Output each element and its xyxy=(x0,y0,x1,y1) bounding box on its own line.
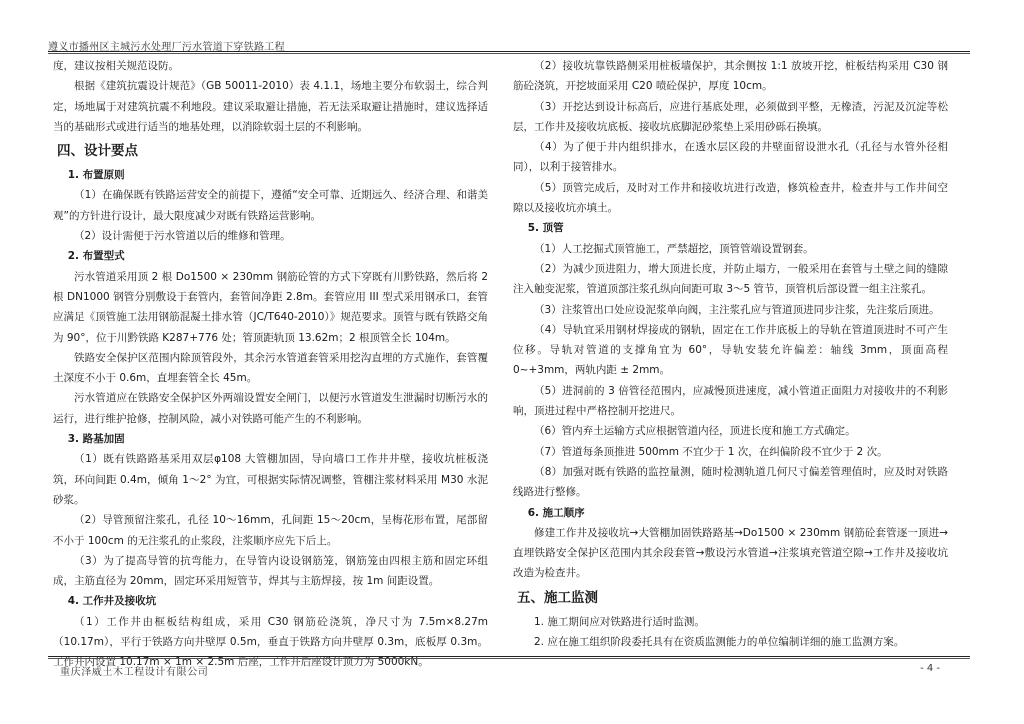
paragraph: （2）为减少顶进阻力，增大顶进长度，并防止塌方，一般采用在套管与土壁之间的缝隙注入触变泥浆，管道顶部注浆孔纵向间距可取 3～5 管节，顶管机后部设置一组主注浆孔。 xyxy=(513,262,948,296)
paragraph: （8）加强对既有铁路的监控量测，随时检测轨道几何尺寸偏差管理值时，应及时对铁路线路进行整修。 xyxy=(513,465,948,499)
footer-rule-thin xyxy=(48,658,970,659)
paragraph: （2）设计需便于污水管道以后的维修和管理。 xyxy=(74,230,291,243)
paragraph: （2）导管预留注浆孔，孔径 10～16mm，孔间距 15～20cm，呈梅花形布置，尾部留不小于 100cm 的无注浆孔的止浆段，注浆顺序应先下后上。 xyxy=(53,514,488,547)
section-heading-monitoring: 五、施工监测 xyxy=(517,589,598,606)
subheading-pipe-jacking: 5. 顶管 xyxy=(527,222,564,235)
page-number: - 4 - xyxy=(920,663,940,674)
paragraph: （1）既有铁路路基采用双层φ108 大管棚加固，导向墙口工作井井壁，接收坑桩板浇筑，环向间距 0.4m，倾角 1～2° 为宜，可根据实际情况调整，管棚注浆材料采用 M30 水泥砂浆。 xyxy=(53,453,488,506)
paragraph: （1）工作井由框板结构组成，采用 C30 钢筋砼浇筑，净尺寸为 7.5m×8.27m（10.17m），平行于铁路方向井壁厚 0.5m，垂直于铁路方向井壁厚 0.3m，底板厚 0.3m。工作井内设置 10.17m × 1m × 2.5m 后座，工作井后座设计顶力为 5000kN。 xyxy=(53,615,488,669)
paragraph: 根据《建筑抗震设计规范》（GB 50011-2010）表 4.1.1，场地主要分布软弱土，综合判定，场地属于对建筑抗震不利地段。建议采取避让措施，若无法采取避让措施时，建议选择适当的基础形式或进行适当的地基处理，以消除软弱土层的不利影响。 xyxy=(53,80,488,133)
paragraph: （3）开挖达到设计标高后，应进行基底处理，必须做到平整，无橡渣，污泥及沉淀等松层，工作井及接收坑底板、接收坑底脚泥砂浆垫上采用砂砾石换填。 xyxy=(513,100,948,133)
paragraph: （3）为了提高导管的抗弯能力，在导管内设设钢筋笼，钢筋笼由四根主筋和固定环组成，主筋直径为 20mm，固定环采用短管节，焊其与主筋焊接，按 1m 间距设置。 xyxy=(53,554,488,588)
paragraph: （2）接收坑靠铁路侧采用桩板墙保护，其余侧按 1:1 放坡开挖，桩板结构采用 C30 钢筋砼浇筑，开挖坡面采用 C20 喷砼保护，厚度 10cm。 xyxy=(513,60,948,93)
paragraph: （3）注浆管出口处应设泥浆单向阀，主注浆孔应与管道顶进同步注浆，先注浆后顶进。 xyxy=(534,303,940,316)
header-rule-thin xyxy=(48,53,970,54)
list-item: 2. 应在施工组织阶段委托具有在资质监测能力的单位编制详细的施工监测方案。 xyxy=(534,636,905,649)
paragraph: （4）为了便于井内组织排水，在透水层区段的井壁面留设泄水孔（孔径与水管外径相同），以利于接管排水。 xyxy=(513,141,948,174)
footer-company: 重庆泽威土木工程设计有限公司 xyxy=(60,667,209,678)
paragraph: （6）管内弃土运输方式应根据管道内径，顶进长度和施工方式确定。 xyxy=(534,425,856,438)
paragraph: （1）在确保既有铁路运营安全的前提下，遵循“安全可靠、近期远久、经济合理、和谐美观”的方针进行设计，最大限度减少对既有铁路运营影响。 xyxy=(53,189,488,222)
subheading-construction-sequence: 6. 施工顺序 xyxy=(527,506,585,519)
section-heading-design-points: 四、设计要点 xyxy=(57,143,138,160)
paragraph: 污水管道采用顶 2 根 Do1500 × 230mm 钢筋砼管的方式下穿既有川黔铁路，然后将 2 根 DN1000 钢管分别敷设于套管内，套管间净距 2.8m。套管应用 III 型式采用钢承口，套管应满足《顶管施工法用钢筋混凝土排水管（JC/T640-2010）》规范要求。顶管与既有铁路交角为 90°，位于川黔铁路 K287+776 处；管顶距轨顶 13.62m；2 根顶管全长 104m。 xyxy=(53,270,488,344)
paragraph: （5）顶管完成后，及时对工作井和接收坑进行改造，修筑检查井，检查井与工作井间空隙以及接收坑亦填土。 xyxy=(513,181,948,215)
paragraph: 修建工作井及接收坑→大管棚加固铁路路基→Do1500 × 230mm 钢筋砼套管逐一顶进→直埋铁路安全保护区范围内其余段套管→敷设污水管道→注浆填充管道空隙→工作井及接收坑改造为检查井。 xyxy=(513,526,948,580)
subheading-roadbed-reinforcement: 3. 路基加固 xyxy=(67,433,125,446)
paragraph: 度，建议按相关规范设防。 xyxy=(53,60,179,72)
paragraph: 铁路安全保护区范围内除顶管段外，其余污水管道套管采用挖沟直埋的方式施作，套管覆土深度不小于 0.6m，直埋套管全长 45m。 xyxy=(53,351,488,385)
right-column xyxy=(513,56,948,652)
paragraph: 污水管道应在铁路安全保护区外两端设置安全闸门，以便污水管道发生泄漏时切断污水的运行，进行维护抢修，控制风险，减小对铁路可能产生的不利影响。 xyxy=(53,392,488,425)
paragraph: （7）管道每条顶推进 500mm 不宜少于 1 次，在纠偏阶段不宜少于 2 次。 xyxy=(534,445,888,458)
header-title: 遵义市播州区主城污水处理厂污水管道下穿铁路工程 xyxy=(48,42,285,53)
subheading-layout-form: 2. 布置型式 xyxy=(67,250,125,263)
left-column xyxy=(53,56,488,669)
subheading-layout-principle: 1. 布置原则 xyxy=(67,169,125,182)
paragraph: （4）导轨宜采用钢材焊接成的钢轨，固定在工作井底板上的导轨在管道顶进时不可产生位移。导轨对管道的支撑角宜为 60°，导轨安装允许偏差：轴线 3mm，顶面高程 0~+3mm，两轨内距 ± 2mm。 xyxy=(513,323,948,377)
footer-rule xyxy=(48,656,970,657)
paragraph: （5）进洞前的 3 倍管径范围内，应减慢顶进速度，减小管道正面阻力对接收井的不利影响，顶进过程中严格控制开挖进尺。 xyxy=(513,384,948,418)
header-rule xyxy=(48,51,970,52)
paragraph: （1）人工挖掘式顶管施工，严禁超挖，顶管管端设置钢套。 xyxy=(534,242,814,255)
subheading-work-shaft: 4. 工作井及接收坑 xyxy=(67,595,157,608)
list-item: 1. 施工期间应对铁路进行适时监测。 xyxy=(534,615,705,628)
